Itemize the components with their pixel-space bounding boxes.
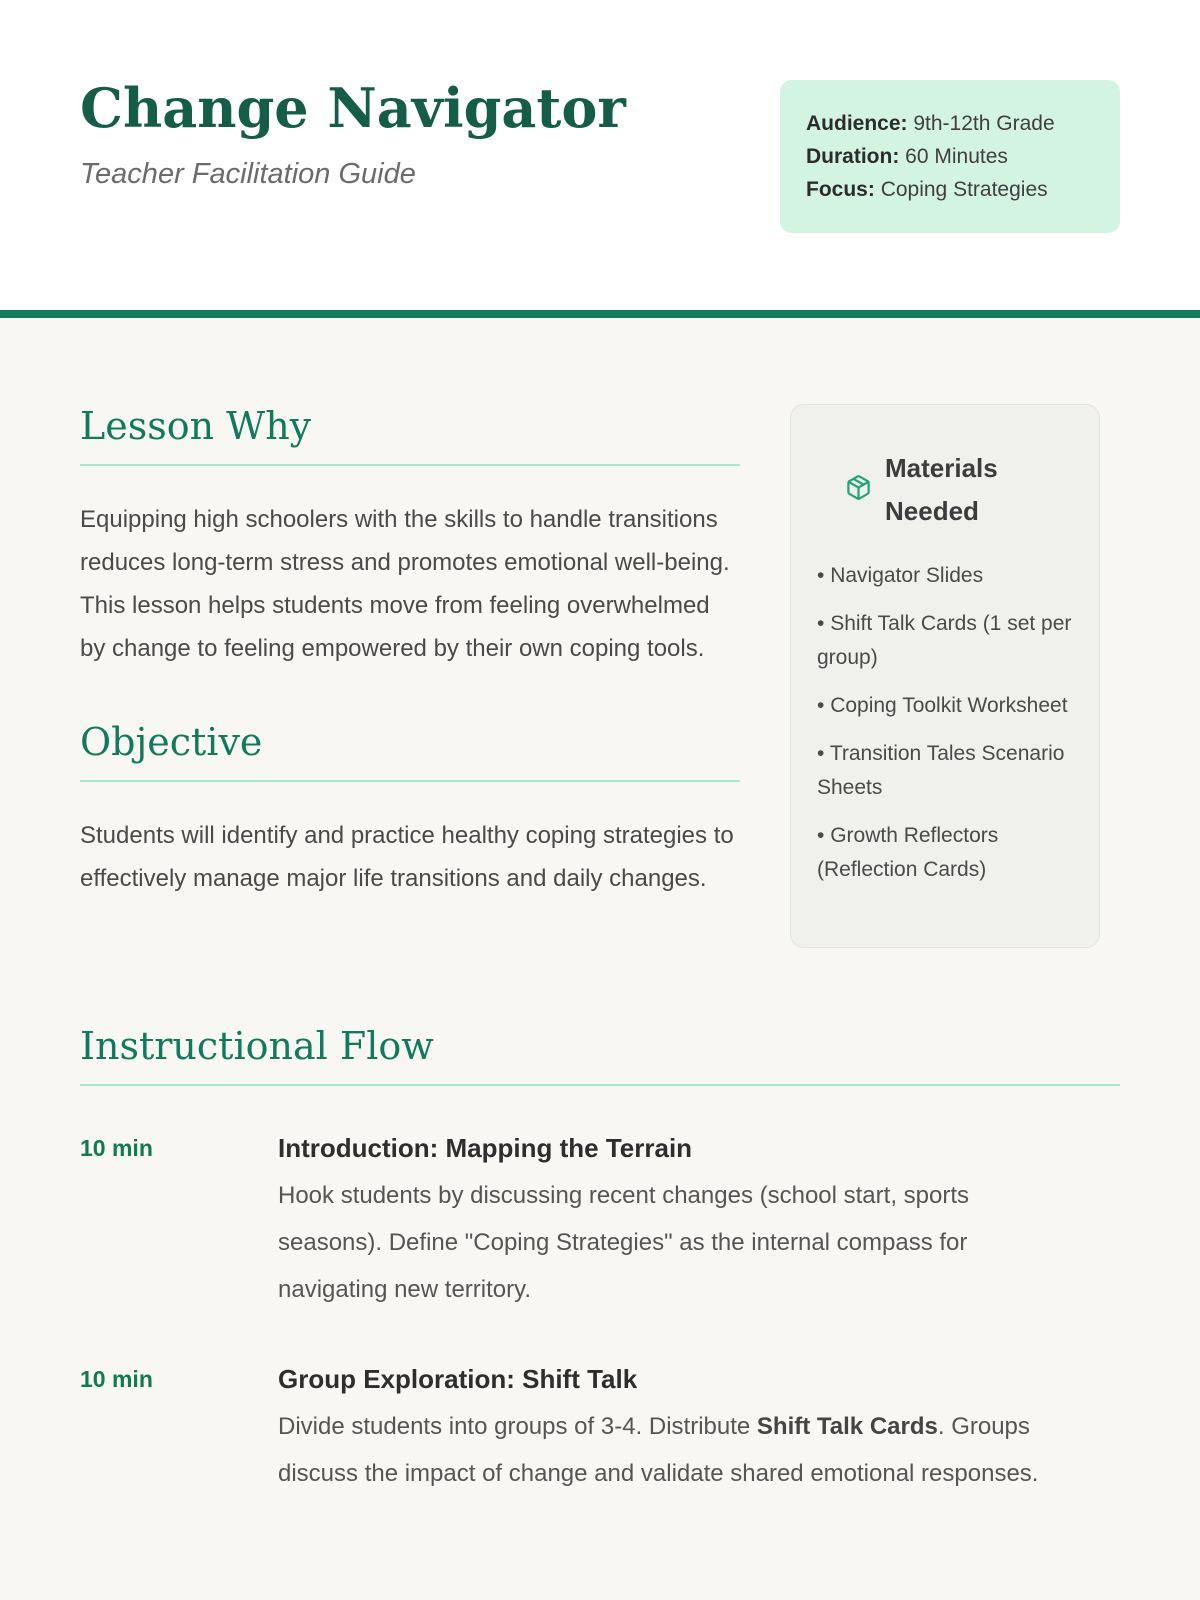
meta-duration-value: 60 Minutes bbox=[905, 145, 1008, 168]
main-content bbox=[0, 318, 1200, 1497]
materials-list bbox=[817, 559, 1073, 887]
material-item: • Navigator Slides bbox=[817, 559, 1073, 593]
lesson-why-paragraph: Equipping high schoolers with the skills to handle transitions reduces long-term stress and promotes emotional well-being. This lesson helps students move from feeling overwhelmed by change to feeling empowered by their own coping tools. bbox=[80, 506, 730, 662]
flow-step-description-segment: . Groups discuss the impact of change and validate shared emotional responses. bbox=[278, 1413, 1039, 1487]
meta-focus bbox=[806, 173, 1094, 206]
flow-step-description-segment: Divide students into groups of 3-4. Distribute bbox=[278, 1413, 757, 1440]
flow-step-duration: 10 min bbox=[80, 1366, 153, 1392]
objective-section bbox=[80, 720, 740, 900]
lesson-meta-box bbox=[780, 80, 1120, 233]
objective-heading: Objective bbox=[80, 720, 740, 782]
meta-audience bbox=[806, 107, 1094, 140]
material-item: • Transition Tales Scenario Sheets bbox=[817, 737, 1073, 805]
material-item: • Shift Talk Cards (1 set per group) bbox=[817, 607, 1073, 675]
flow-step-body bbox=[278, 1361, 1078, 1497]
objective-paragraph: Students will identify and practice healthy coping strategies to effectively manage major life transitions and daily changes. bbox=[80, 822, 734, 892]
top-two-column-area bbox=[80, 404, 1120, 948]
package-icon bbox=[845, 474, 872, 506]
meta-audience-value: 9th-12th Grade bbox=[913, 112, 1055, 135]
page-title: Change Navigator bbox=[80, 76, 626, 140]
meta-audience-label: Audience: bbox=[806, 112, 908, 135]
page-subtitle: Teacher Facilitation Guide bbox=[80, 158, 416, 190]
material-item: • Coping Toolkit Worksheet bbox=[817, 689, 1073, 723]
left-column bbox=[80, 404, 740, 924]
page-header bbox=[0, 0, 1200, 310]
flow-step-description bbox=[278, 1172, 1078, 1313]
flow-step-title: Group Exploration: Shift Talk bbox=[278, 1364, 638, 1394]
material-item: • Growth Reflectors (Reflection Cards) bbox=[817, 819, 1073, 887]
flow-step bbox=[80, 1130, 1120, 1313]
flow-step-description-segment: Hook students by discussing recent changes (school start, sports seasons). Define "Coping Strategies" as the internal compass for navigating new territory. bbox=[278, 1182, 970, 1303]
meta-focus-value: Coping Strategies bbox=[880, 178, 1048, 201]
flow-step-title: Introduction: Mapping the Terrain bbox=[278, 1133, 693, 1163]
flow-step-description bbox=[278, 1403, 1078, 1497]
flow-step-description-bold-segment: Shift Talk Cards bbox=[756, 1413, 938, 1440]
flow-step bbox=[80, 1361, 1120, 1497]
meta-duration-label: Duration: bbox=[806, 145, 900, 168]
instructional-flow-heading: Instructional Flow bbox=[80, 1024, 1120, 1086]
materials-needed-card bbox=[790, 404, 1100, 948]
instructional-flow-section bbox=[80, 1024, 1120, 1497]
flow-step-duration: 10 min bbox=[80, 1135, 153, 1161]
flow-steps-list bbox=[80, 1130, 1120, 1497]
flow-step-body bbox=[278, 1130, 1078, 1313]
accent-divider-bar bbox=[0, 310, 1200, 318]
lesson-why-heading: Lesson Why bbox=[80, 404, 740, 466]
materials-card-header bbox=[817, 447, 1073, 533]
materials-card-title: Materials Needed bbox=[885, 453, 998, 526]
meta-focus-label: Focus: bbox=[806, 178, 875, 201]
meta-duration bbox=[806, 140, 1094, 173]
title-block bbox=[80, 78, 626, 191]
